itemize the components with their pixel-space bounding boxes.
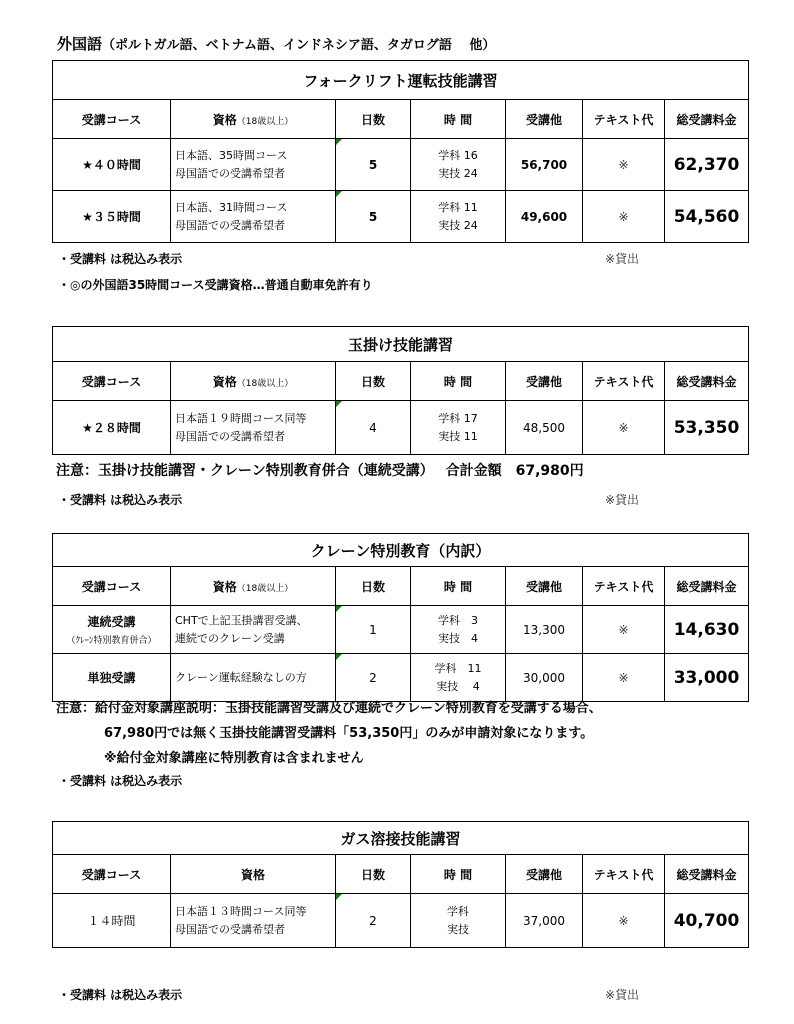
header-course: 受講コース [53, 855, 171, 894]
table-row [53, 894, 749, 948]
days-cell: 4 [336, 401, 411, 455]
tamakake-tax-note: ・受講料 は税込み表示 [58, 493, 183, 507]
qualification-line: 連続でのクレーン受講 [175, 631, 285, 645]
gas-rental-note: ※貸出 [605, 988, 640, 1002]
time-cell [411, 191, 506, 243]
gas-tax-note: ・受講料 は税込み表示 [58, 988, 183, 1002]
forklift-title: フォークリフト運転技能講習 [53, 61, 749, 100]
header-time: 時 間 [411, 362, 506, 401]
days-cell: 2 [336, 654, 411, 702]
qualification-cell [171, 139, 336, 191]
qualification-line: 日本語１９時間コース同等 [175, 411, 307, 425]
tamakake-title: 玉掛け技能講習 [53, 327, 749, 362]
time-cell [411, 654, 506, 702]
gas-title: ガス溶接技能講習 [53, 822, 749, 855]
header-total: 総受講料金 [665, 362, 749, 401]
crane-header-row [53, 567, 749, 606]
header-course: 受講コース [53, 567, 171, 606]
header-time: 時 間 [411, 100, 506, 139]
header-qualification: 資格 [171, 855, 336, 894]
header-text-fee: テキスト代 [583, 567, 665, 606]
header-qualification-label: 資格 [212, 112, 237, 127]
tamakake-table [52, 326, 749, 455]
total-cell: 14,630 [665, 606, 749, 654]
subsidy-notice-line2: 67,980円では無く玉掛技能講習受講料「53,350円」のみが申請対象になります。 [104, 726, 594, 741]
combined-course-notice: 注意：玉掛け技能講習・クレーン特別教育併合（連続受講） 合計金額 67,980円 [56, 463, 584, 479]
qualification-cell [171, 606, 336, 654]
course-name: 連続受講 [87, 615, 136, 629]
header-time: 時 間 [411, 567, 506, 606]
text-fee-cell: ※ [583, 654, 665, 702]
forklift-tax-note: ・受講料 は税込み表示 [58, 252, 183, 266]
qualification-line: 母国語での受講希望者 [175, 218, 285, 232]
header-qualification-note: （18歳以上） [236, 583, 294, 594]
time-line: 学科 3 [438, 613, 478, 627]
course-name-cell [53, 606, 171, 654]
subsidy-notice-line3: ※給付金対象講座に特別教育は含まれません [104, 751, 364, 766]
qualification-cell [171, 401, 336, 455]
header-fee: 受講他 [506, 100, 583, 139]
qualification-line: 母国語での受講希望者 [175, 922, 285, 936]
time-line: 学科 [447, 904, 469, 918]
days-cell: 5 [336, 139, 411, 191]
total-cell: 54,560 [665, 191, 749, 243]
header-days: 日数 [336, 362, 411, 401]
forklift-header-row [53, 100, 749, 139]
page-title [57, 33, 495, 54]
header-total: 総受講料金 [665, 855, 749, 894]
fee-cell: 48,500 [506, 401, 583, 455]
header-qualification [171, 100, 336, 139]
header-total: 総受講料金 [665, 100, 749, 139]
course-name-sub: （ｸﾚｰﾝ特別教育併合） [66, 636, 157, 646]
text-fee-cell: ※ [583, 894, 665, 948]
time-line: 学科 11 [438, 200, 478, 214]
time-cell [411, 606, 506, 654]
time-line: 実技 4 [438, 631, 478, 645]
qualification-line: クレーン運転経験なしの方 [175, 670, 307, 684]
text-fee-cell: ※ [583, 606, 665, 654]
qualification-cell [171, 894, 336, 948]
forklift-rental-note: ※貸出 [605, 252, 640, 266]
course-name: 単独受講 [53, 654, 171, 702]
header-days: 日数 [336, 100, 411, 139]
text-fee-cell: ※ [583, 191, 665, 243]
crane-tax-note: ・受講料 は税込み表示 [58, 774, 183, 788]
days-cell: 5 [336, 191, 411, 243]
fee-cell: 37,000 [506, 894, 583, 948]
forklift-qualification-note: ・◎の外国語35時間コース受講資格…普通自動車免許有り [58, 278, 373, 292]
time-line: 実技 [447, 922, 469, 936]
header-course: 受講コース [53, 362, 171, 401]
table-row [53, 654, 749, 702]
header-days: 日数 [336, 567, 411, 606]
header-time: 時 間 [411, 855, 506, 894]
crane-table [52, 533, 749, 702]
qualification-cell [171, 191, 336, 243]
forklift-table [52, 60, 749, 243]
qualification-line: 母国語での受講希望者 [175, 429, 285, 443]
table-row [53, 606, 749, 654]
qualification-line: 日本語１３時間コース同等 [175, 904, 307, 918]
qualification-line: 母国語での受講希望者 [175, 166, 285, 180]
time-line: 学科 17 [438, 411, 478, 425]
header-fee: 受講他 [506, 567, 583, 606]
qualification-line: 日本語、35時間コース [175, 148, 288, 162]
text-fee-cell: ※ [583, 139, 665, 191]
time-line: 実技 4 [436, 679, 480, 693]
table-row [53, 191, 749, 243]
time-line: 学科 16 [438, 148, 478, 162]
gas-table [52, 821, 749, 948]
page-title-main: 外国語 [57, 35, 103, 53]
time-cell [411, 894, 506, 948]
total-cell: 40,700 [665, 894, 749, 948]
header-text-fee: テキスト代 [583, 100, 665, 139]
qualification-line: CHTで上記玉掛講習受講、 [175, 613, 308, 627]
qualification-cell [171, 654, 336, 702]
tamakake-header-row [53, 362, 749, 401]
fee-cell: 13,300 [506, 606, 583, 654]
time-cell [411, 139, 506, 191]
header-text-fee: テキスト代 [583, 362, 665, 401]
total-cell: 62,370 [665, 139, 749, 191]
header-qualification [171, 567, 336, 606]
time-line: 実技 24 [438, 166, 478, 180]
header-total: 総受講料金 [665, 567, 749, 606]
header-qualification-note: （18歳以上） [236, 378, 294, 389]
header-qualification-label: 資格 [212, 374, 237, 389]
header-qualification-note: （18歳以上） [236, 116, 294, 127]
table-row [53, 401, 749, 455]
header-qualification-label: 資格 [212, 579, 237, 594]
fee-cell: 56,700 [506, 139, 583, 191]
course-name: １４時間 [53, 894, 171, 948]
header-text-fee: テキスト代 [583, 855, 665, 894]
total-cell: 33,000 [665, 654, 749, 702]
crane-title: クレーン特別教育（内訳） [53, 534, 749, 567]
course-name: ★３５時間 [53, 191, 171, 243]
qualification-line: 日本語、31時間コース [175, 200, 288, 214]
time-line: 実技 11 [438, 429, 478, 443]
header-fee: 受講他 [506, 362, 583, 401]
time-line: 学科 11 [434, 661, 482, 675]
days-cell: 2 [336, 894, 411, 948]
total-cell: 53,350 [665, 401, 749, 455]
course-name: ★２８時間 [53, 401, 171, 455]
header-course: 受講コース [53, 100, 171, 139]
subsidy-notice-line1: 注意：給付金対象講座説明：玉掛技能講習受講及び連続でクレーン特別教育を受講する場合、 [56, 701, 602, 716]
header-fee: 受講他 [506, 855, 583, 894]
fee-cell: 49,600 [506, 191, 583, 243]
header-days: 日数 [336, 855, 411, 894]
course-name: ★４０時間 [53, 139, 171, 191]
text-fee-cell: ※ [583, 401, 665, 455]
table-row [53, 139, 749, 191]
header-qualification [171, 362, 336, 401]
tamakake-rental-note: ※貸出 [605, 493, 640, 507]
time-cell [411, 401, 506, 455]
gas-header-row [53, 855, 749, 894]
page-title-languages: （ポルトガル語、ベトナム語、インドネシア語、タガログ語 他） [102, 38, 496, 53]
days-cell: 1 [336, 606, 411, 654]
time-line: 実技 24 [438, 218, 478, 232]
fee-cell: 30,000 [506, 654, 583, 702]
